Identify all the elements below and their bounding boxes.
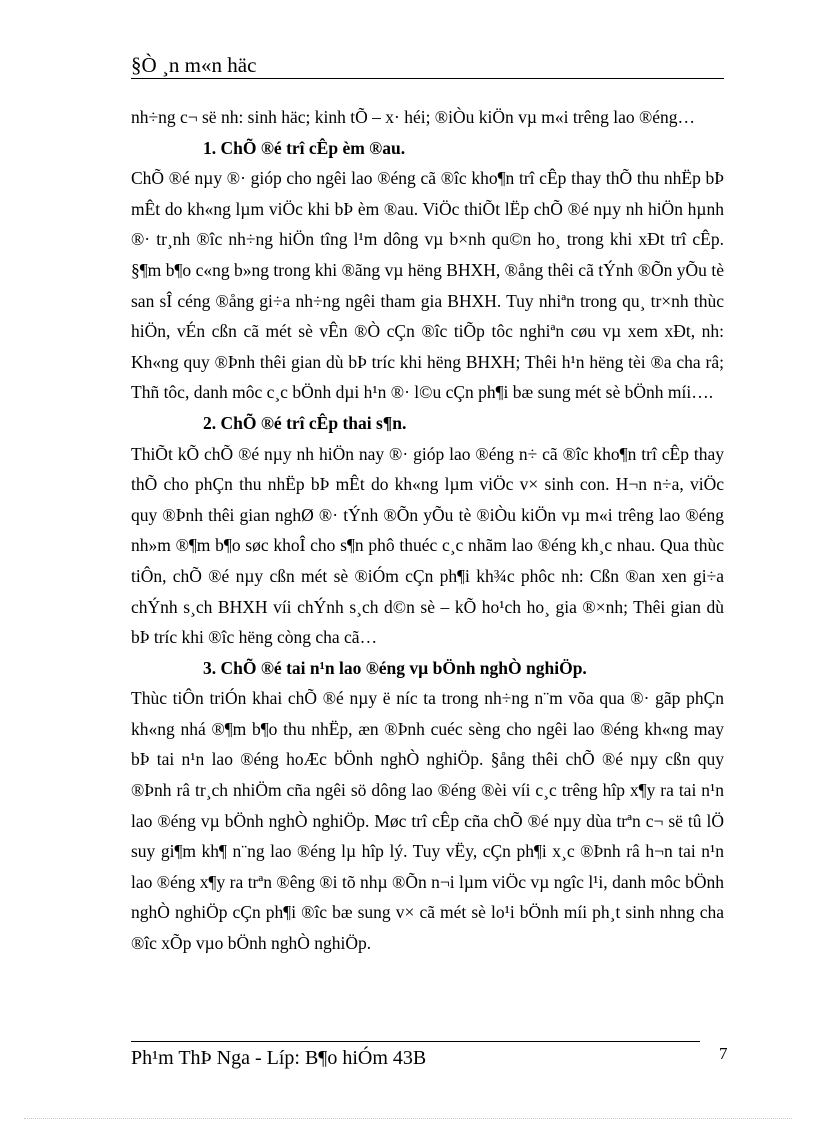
document-body [131, 102, 724, 959]
paragraph-occupational-accident: Thùc tiÔn triÓn khai chÕ ®é nµy ë níc ta trong nh÷ng n¨m võa qua ®· gãp phÇn kh«ng nhá ®¶m b¶o thu nhËp, æn ®Þnh cuéc sèng cho ngêi lao ®éng kh«ng may bÞ tai n¹n lao ®éng hoÆc bÖnh nghÒ nghiÖp. §ång thêi chÕ ®é nµy cßn quy ®Þnh râ tr¸ch nhiÖm cña ngêi sö dông lao ®éng ®èi víi c¸c trêng hîp x¶y ra tai n¹n lao ®éng vµ bÖnh nghÒ nghiÖp. Møc trî cÊp cña chÕ ®é nµy dùa trªn c¬ së tû lÖ suy gi¶m kh¶ n¨ng lao ®éng lµ hîp lý. Tuy vËy, cÇn ph¶i x¸c ®Þnh râ h¬n tai n¹n lao ®éng x¶y ra trªn ®êng ®i tõ nhµ ®Õn n¬i lµm viÖc vµ ngîc l¹i, danh môc bÖnh nghÒ nghiÖp cÇn ph¶i ®îc bæ sung v× cã mét sè lo¹i bÖnh míi ph¸t sinh nhng cha ®îc xÕp vµo bÖnh nghÒ nghiÖp. [131, 688, 724, 954]
page-number: 7 [719, 1044, 728, 1063]
paragraph-continuation: nh÷ng c¬ së nh: sinh häc; kinh tÕ – x· héi; ®iÒu kiÖn vµ m«i trêng lao ®éng… [131, 107, 696, 127]
footer-divider [131, 1041, 700, 1042]
header-divider [131, 78, 724, 79]
footer-author: Ph¹m ThÞ Nga - Líp: B¶o hiÓm 43B [131, 1047, 427, 1069]
section-heading-3: 3. ChÕ ®é tai n¹n lao ®éng vµ bÖnh nghÒ nghiÖp. [203, 657, 587, 678]
section-heading-2: 2. ChÕ ®é trî cÊp thai s¶n. [203, 412, 407, 433]
paragraph-sickness-benefit: ChÕ ®é nµy ®· gióp cho ngêi lao ®éng cã ®îc kho¶n trî cÊp thay thÕ thu nhËp bÞ mÊt do kh«ng lµm viÖc khi bÞ èm ®au. ViÖc thiÕt lËp chÕ ®é nµy nh hiÖn hµnh ®· tr¸nh ®îc nh÷ng hiÖn tîng l¹m dông vµ b×nh qu©n ho¸ trong khi xÐt trî cÊp. §¶m b¶o c«ng b»ng trong khi ®ãng vµ hëng BHXH, ®ång thêi cã tÝnh ®Õn yÕu tè san sÎ céng ®ång gi÷a nh÷ng ngêi tham gia BHXH. Tuy nhiªn trong qu¸ tr×nh thùc hiÖn, vÉn cßn cã mét sè vÊn ®Ò cÇn ®îc tiÕp tôc nghiªn cøu vµ xem xÐt, nh: Kh«ng quy ®Þnh thêi gian dù bÞ tríc khi hëng BHXH; Thêi h¹n hëng tèi ®a cha râ; Thñ tôc, danh môc c¸c bÖnh dµi h¹n ®· l©u cÇn ph¶i bæ sung mét sè bÖnh míi…. [131, 168, 724, 403]
page-edge-divider [24, 1118, 792, 1119]
section-heading-1: 1. ChÕ ®é trî cÊp èm ®au. [203, 137, 406, 158]
page-header: §Ò ¸n m«n häc [131, 53, 257, 77]
paragraph-maternity-benefit: ThiÕt kÕ chÕ ®é nµy nh hiÖn nay ®· gióp lao ®éng n÷ cã ®îc kho¶n trî cÊp thay thÕ cho phÇn thu nhËp bÞ mÊt do kh«ng lµm viÖc v× sinh con. H¬n n÷a, viÖc quy ®Þnh thêi gian nghØ ®· tÝnh ®Õn yÕu tè ®iÒu kiÖn vµ m«i trêng lao ®éng nh»m ®¶m b¶o søc khoÎ cho s¶n phô thuéc c¸c nhãm lao ®éng kh¸c nhau. Qua thùc tiÔn, chÕ ®é nµy cßn mét sè ®iÓm cÇn ph¶i kh¾c phôc nh: Cßn ®an xen gi÷a chÝnh s¸ch BHXH víi chÝnh s¸ch d©n sè – kÕ ho¹ch ho¸ gia ®×nh; Thêi gian dù bÞ tríc khi ®îc hëng còng cha cã… [131, 443, 724, 648]
